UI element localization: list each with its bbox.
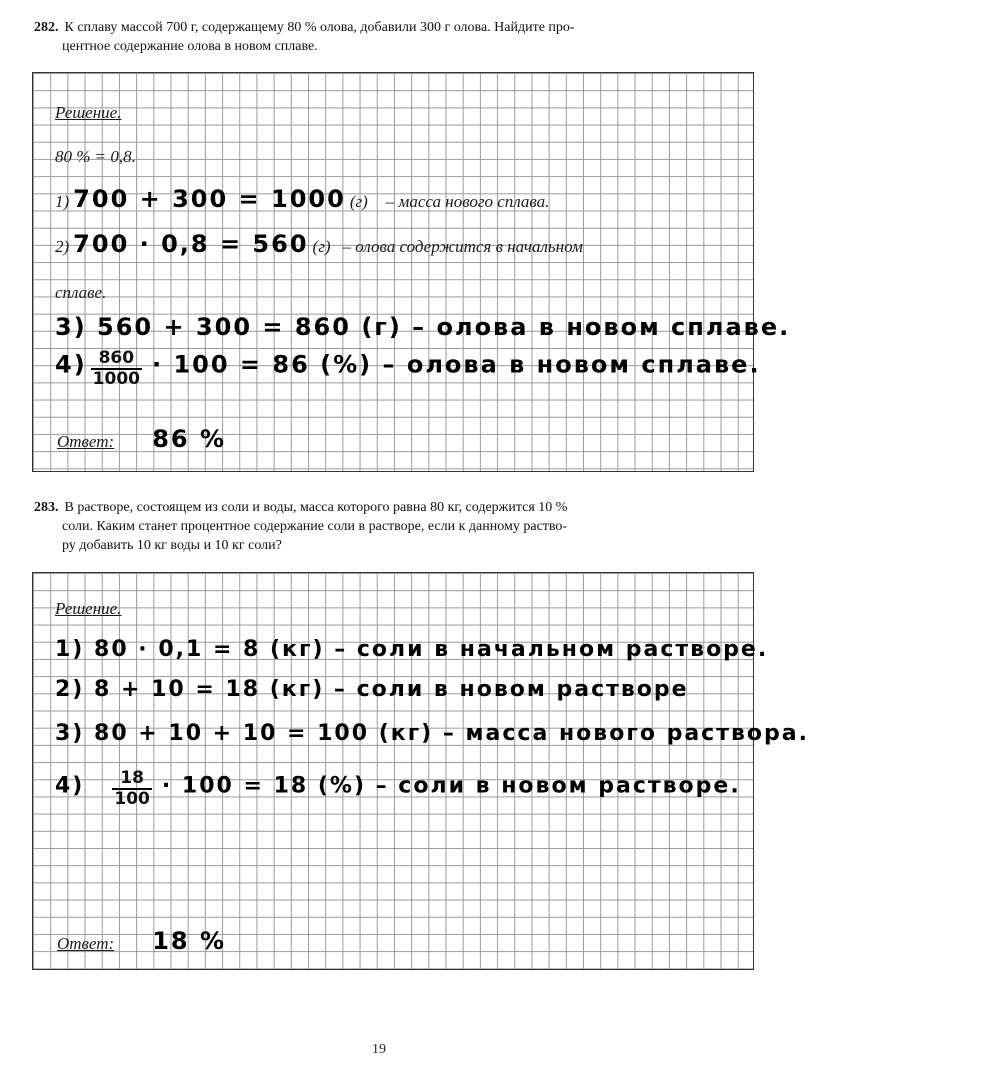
handwritten-step-1: 1) 80 · 0,1 = 8 (кг) – соли в начальном растворе.: [55, 637, 769, 662]
fraction: [91, 349, 142, 389]
problem-number: 282.: [34, 20, 59, 35]
step-number: 2): [55, 237, 70, 256]
handwritten-step-3: 3) 560 + 300 = 860 (г) – олова в новом сплаве.: [55, 313, 791, 341]
fraction-denominator: 1000: [92, 369, 140, 389]
answer-value: 18 %: [152, 927, 227, 955]
solution-grid-283: [32, 572, 809, 970]
fraction: [112, 769, 152, 809]
solution-heading: Решение.: [55, 599, 122, 618]
handwritten-step-3: 3) 80 + 10 + 10 = 100 (кг) – масса нового раствора.: [55, 721, 809, 746]
solution-grid-282: [32, 72, 791, 472]
solution-line-2-cont: сплаве.: [55, 283, 107, 302]
handwritten-step-2: 2) 8 + 10 = 18 (кг) – соли в новом растворе: [55, 677, 689, 702]
unit: (г): [312, 237, 331, 256]
page-number: 19: [372, 1042, 386, 1057]
problem-text-line: соли. Каким станет процентное содержание соли в растворе, если к данному раство-: [62, 519, 568, 534]
unit: (г): [349, 192, 368, 211]
handwritten-step-4: [55, 349, 761, 389]
problem-283-statement: [34, 498, 754, 555]
solution-heading: Решение.: [55, 103, 122, 122]
step-number: 1): [55, 192, 70, 211]
handwritten-calc: · 100 = 18 (%) – соли в новом растворе.: [161, 773, 741, 799]
solution-line-2: [55, 230, 583, 258]
answer-value: 86 %: [152, 425, 227, 453]
answer-label: Ответ:: [57, 934, 115, 953]
problem-text-line: В растворе, состоящем из соли и воды, масса которого равна 80 кг, содержится 10 %: [64, 500, 568, 515]
answer-label: Ответ:: [57, 432, 115, 451]
fraction-numerator: 860: [91, 349, 142, 370]
problem-text-line: К сплаву массой 700 г, содержащему 80 % олова, добавили 300 г олова. Найдите про-: [64, 20, 575, 35]
handwritten-calc: · 100 = 86 (%) – олова в новом сплаве.: [152, 350, 761, 379]
answer-row: [57, 425, 226, 453]
solution-line-1: [55, 185, 549, 213]
solution-line-0: 80 % = 0,8.: [55, 147, 136, 166]
step-number: 4): [55, 773, 85, 799]
problem-number: 283.: [34, 500, 59, 515]
step-description: – масса нового сплава.: [385, 192, 550, 211]
problem-text-line: ру добавить 10 кг воды и 10 кг соли?: [62, 538, 282, 553]
handwritten-step-4: [55, 769, 741, 809]
handwritten-calc: 700 · 0,8 = 560: [73, 230, 309, 258]
step-number: 4): [55, 350, 87, 379]
problem-282-statement: [34, 18, 754, 56]
step-description: – олова содержится в начальном: [342, 237, 583, 256]
handwritten-calc: 700 + 300 = 1000: [73, 185, 346, 213]
answer-row: [57, 927, 226, 955]
problem-text-line: центное содержание олова в новом сплаве.: [62, 39, 318, 54]
fraction-denominator: 100: [114, 789, 150, 809]
fraction-numerator: 18: [112, 769, 152, 790]
